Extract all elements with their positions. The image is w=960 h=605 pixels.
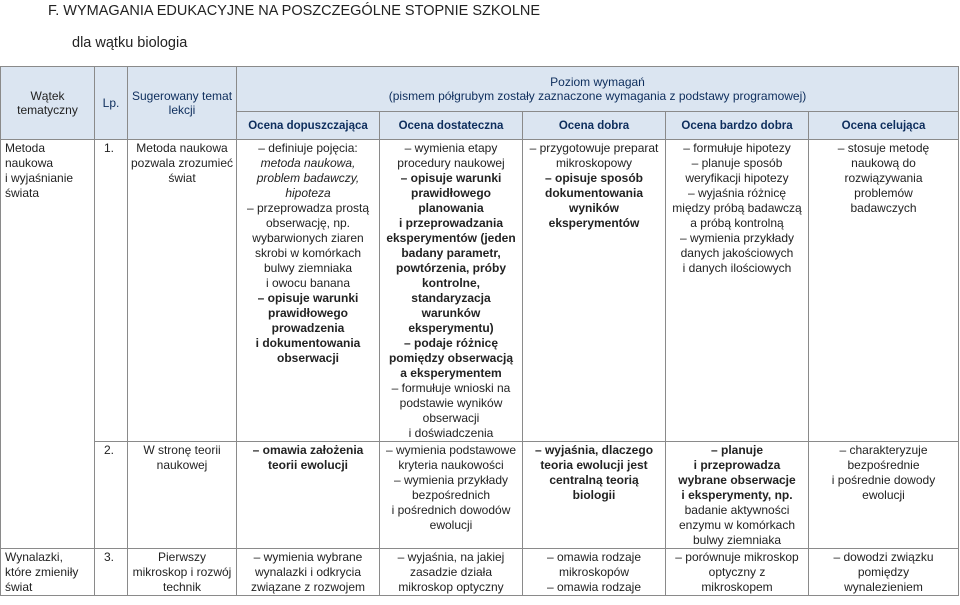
req-dobra: – przygotowuje preparat mikroskopowy – opisuje sposób dokumentowania wyników eksperymentów [523,140,666,442]
req-dobra: – omawia rodzaje mikroskopów – omawia rodzaje [523,549,666,596]
req-dostateczna: – wymienia podstawowe kryteria naukowości – wymienia przykłady bezpośrednich i pośrednich dowodów ewolucji [380,442,523,549]
header-grade-dobra: Ocena dobra [523,112,666,140]
table-row [1,549,959,596]
lesson-cell: W stronę teorii naukowej [128,442,237,549]
req-dopuszczajaca: – omawia założenia teorii ewolucji [237,442,380,549]
lesson-cell: Pierwszy mikroskop i rozwój technik [128,549,237,596]
req-dobra: – wyjaśnia, dlaczego teoria ewolucji jest centralną teorią biologii [523,442,666,549]
header-watek: Wątek tematyczny [1,67,95,140]
req-bardzo-dobra: – formułuje hipotezy – planuje sposób weryfikacji hipotezy – wyjaśnia różnicę między próbą badawczą a próbą kontrolną – wymienia przykłady danych jakościowych i danych ilościowych [666,140,809,442]
header-grade-dopuszczajaca: Ocena dopuszczająca [237,112,380,140]
lp-cell: 1. [95,140,128,442]
req-dopuszczajaca: – wymienia wybrane wynalazki i odkrycia związane z rozwojem [237,549,380,596]
requirements-table [0,66,959,596]
req-bardzo-dobra: – planuje i przeprowadza wybrane obserwacje i eksperymenty, np. badanie aktywności enzymu w komórkach bulwy ziemniaka [666,442,809,549]
req-celujaca: – stosuje metodę naukową do rozwiązywania problemów badawczych [809,140,959,442]
header-grade-bardzo-dobra: Ocena bardzo dobra [666,112,809,140]
req-dopuszczajaca: – definiuje pojęcia: metoda naukowa, problem badawczy, hipoteza – przeprowadza prostą obserwację, np. wybarwionych ziaren skrobi w komórkach bulwy ziemniaka i owocu banana – opisuje warunki prawidłowego prowadzenia i dokumentowania obserwacji [237,140,380,442]
header-grade-dostateczna: Ocena dostateczna [380,112,523,140]
req-celujaca: – charakteryzuje bezpośrednie i pośrednie dowody ewolucji [809,442,959,549]
table-row [1,442,959,549]
document-subtitle: dla wątku biologia [72,35,188,51]
req-bardzo-dobra: – porównuje mikroskop optyczny z mikroskopem [666,549,809,596]
req-dostateczna: – wymienia etapy procedury naukowej – opisuje warunki prawidłowego planowania i przeprowadzania eksperymentów (jeden badany parametr, powtórzenia, próby kontrolne, standaryzacja warunków eksperymentu) – podaje różnicę pomiędzy obserwacją a eksperymentem – formułuje wnioski na podstawie wyników obserwacji i doświadczenia [380,140,523,442]
header-lp: Lp. [95,67,128,140]
req-dostateczna: – wyjaśnia, na jakiej zasadzie działa mikroskop optyczny [380,549,523,596]
document-title: F. WYMAGANIA EDUKACYJNE NA POSZCZEGÓLNE STOPNIE SZKOLNE [48,3,541,19]
table-row [1,140,959,442]
header-temat: Sugerowany temat lekcji [128,67,237,140]
lp-cell: 2. [95,442,128,549]
topic-cell: Metoda naukowa i wyjaśnianie świata [1,140,95,549]
req-celujaca: – dowodzi związku pomiędzy wynalezieniem [809,549,959,596]
header-grade-celujaca: Ocena celująca [809,112,959,140]
header-poziom: Poziom wymagań (pismem półgrubym zostały zaznaczone wymagania z podstawy programowej) [237,67,959,112]
topic-cell: Wynalazki, które zmieniły świat [1,549,95,596]
lp-cell: 3. [95,549,128,596]
lesson-cell: Metoda naukowa pozwala zrozumieć świat [128,140,237,442]
